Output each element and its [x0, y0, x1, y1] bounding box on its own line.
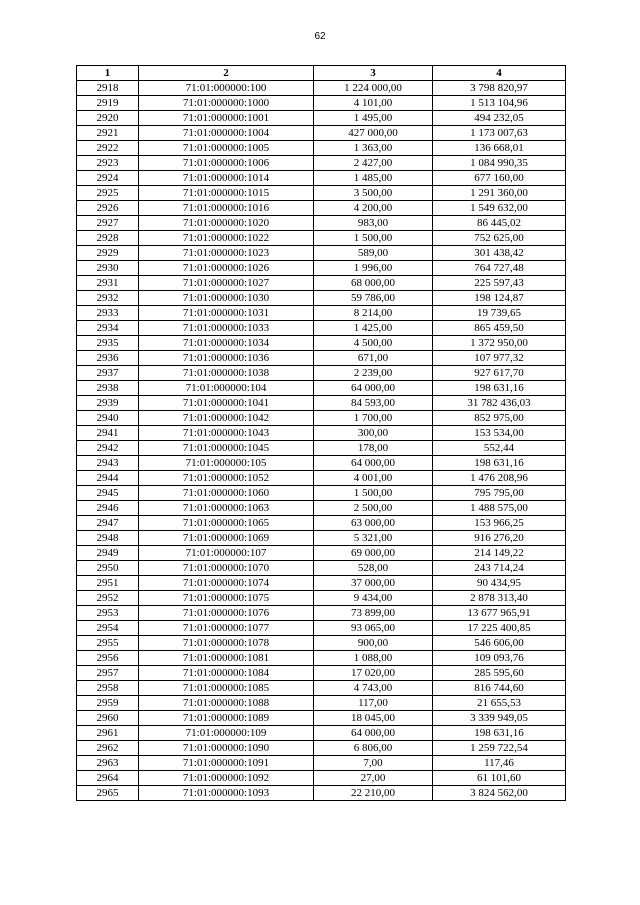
table-cell: 71:01:000000:1076	[139, 606, 314, 621]
table-cell: 37 000,00	[314, 576, 433, 591]
table-cell: 916 276,20	[433, 531, 566, 546]
table-cell: 2941	[77, 426, 139, 441]
table-cell: 2919	[77, 96, 139, 111]
table-cell: 494 232,05	[433, 111, 566, 126]
table-cell: 71:01:000000:1092	[139, 771, 314, 786]
table-row	[77, 711, 566, 726]
table-cell: 2952	[77, 591, 139, 606]
table-cell: 69 000,00	[314, 546, 433, 561]
column-header: 4	[433, 66, 566, 81]
table-cell: 71:01:000000:1022	[139, 231, 314, 246]
table-cell: 1 996,00	[314, 261, 433, 276]
table-row	[77, 471, 566, 486]
table-cell: 117,46	[433, 756, 566, 771]
table-cell: 1 425,00	[314, 321, 433, 336]
table-cell: 71:01:000000:1016	[139, 201, 314, 216]
table-cell: 19 739,65	[433, 306, 566, 321]
table-cell: 4 200,00	[314, 201, 433, 216]
table-cell: 71:01:000000:1005	[139, 141, 314, 156]
table-cell: 1 088,00	[314, 651, 433, 666]
table-cell: 3 824 562,00	[433, 786, 566, 801]
table-row	[77, 591, 566, 606]
table-cell: 983,00	[314, 216, 433, 231]
table-cell: 71:01:000000:105	[139, 456, 314, 471]
table-cell: 71:01:000000:1078	[139, 636, 314, 651]
table-cell: 1 485,00	[314, 171, 433, 186]
table-cell: 552,44	[433, 441, 566, 456]
table-row	[77, 486, 566, 501]
table-cell: 3 500,00	[314, 186, 433, 201]
table-row	[77, 561, 566, 576]
table-cell: 71:01:000000:1045	[139, 441, 314, 456]
table-cell: 2932	[77, 291, 139, 306]
table-cell: 1 291 360,00	[433, 186, 566, 201]
table-cell: 2954	[77, 621, 139, 636]
table-cell: 198 631,16	[433, 456, 566, 471]
table-cell: 816 744,60	[433, 681, 566, 696]
table-cell: 8 214,00	[314, 306, 433, 321]
table-cell: 1 224 000,00	[314, 81, 433, 96]
table-cell: 27,00	[314, 771, 433, 786]
table-cell: 90 434,95	[433, 576, 566, 591]
table-cell: 2 239,00	[314, 366, 433, 381]
table-cell: 1 488 575,00	[433, 501, 566, 516]
table-cell: 178,00	[314, 441, 433, 456]
table-cell: 4 001,00	[314, 471, 433, 486]
table-cell: 852 975,00	[433, 411, 566, 426]
table-cell: 71:01:000000:1034	[139, 336, 314, 351]
table-cell: 2958	[77, 681, 139, 696]
table-cell: 2923	[77, 156, 139, 171]
table-cell: 31 782 436,03	[433, 396, 566, 411]
table-body	[77, 81, 566, 801]
table-cell: 93 065,00	[314, 621, 433, 636]
table-cell: 1 495,00	[314, 111, 433, 126]
table-cell: 2956	[77, 651, 139, 666]
table-cell: 3 798 820,97	[433, 81, 566, 96]
table-cell: 13 677 965,91	[433, 606, 566, 621]
table-row	[77, 201, 566, 216]
table-cell: 71:01:000000:100	[139, 81, 314, 96]
table-cell: 84 593,00	[314, 396, 433, 411]
table-cell: 9 434,00	[314, 591, 433, 606]
table-row	[77, 501, 566, 516]
table-cell: 71:01:000000:1043	[139, 426, 314, 441]
table-row	[77, 576, 566, 591]
table-row	[77, 366, 566, 381]
table-cell: 2943	[77, 456, 139, 471]
table-cell: 2 427,00	[314, 156, 433, 171]
table-row	[77, 306, 566, 321]
table-cell: 71:01:000000:1077	[139, 621, 314, 636]
table-cell: 1 259 722,54	[433, 741, 566, 756]
table-cell: 2920	[77, 111, 139, 126]
table-cell: 2935	[77, 336, 139, 351]
table-cell: 2961	[77, 726, 139, 741]
table-cell: 4 500,00	[314, 336, 433, 351]
table-cell: 1 549 632,00	[433, 201, 566, 216]
table-row	[77, 636, 566, 651]
table-cell: 243 714,24	[433, 561, 566, 576]
table-cell: 2924	[77, 171, 139, 186]
table-row	[77, 96, 566, 111]
table-cell: 71:01:000000:1075	[139, 591, 314, 606]
table-cell: 71:01:000000:1074	[139, 576, 314, 591]
table-row	[77, 381, 566, 396]
table-cell: 4 101,00	[314, 96, 433, 111]
table-cell: 2962	[77, 741, 139, 756]
table-cell: 22 210,00	[314, 786, 433, 801]
table-cell: 71:01:000000:1041	[139, 396, 314, 411]
table-cell: 1 513 104,96	[433, 96, 566, 111]
table-cell: 73 899,00	[314, 606, 433, 621]
table-cell: 2929	[77, 246, 139, 261]
table-cell: 1 700,00	[314, 411, 433, 426]
table-cell: 71:01:000000:107	[139, 546, 314, 561]
table-cell: 2921	[77, 126, 139, 141]
table-cell: 71:01:000000:1088	[139, 696, 314, 711]
table-cell: 71:01:000000:1060	[139, 486, 314, 501]
table-cell: 86 445,02	[433, 216, 566, 231]
table-cell: 71:01:000000:1038	[139, 366, 314, 381]
table-row	[77, 231, 566, 246]
table-row	[77, 726, 566, 741]
table-row	[77, 681, 566, 696]
table-cell: 225 597,43	[433, 276, 566, 291]
table-row	[77, 441, 566, 456]
table-cell: 1 500,00	[314, 231, 433, 246]
table-cell: 2947	[77, 516, 139, 531]
table-cell: 2945	[77, 486, 139, 501]
table-cell: 71:01:000000:1070	[139, 561, 314, 576]
table-cell: 71:01:000000:1081	[139, 651, 314, 666]
table-cell: 2930	[77, 261, 139, 276]
table-cell: 2960	[77, 711, 139, 726]
table-row	[77, 756, 566, 771]
table-cell: 71:01:000000:1069	[139, 531, 314, 546]
table-cell: 2955	[77, 636, 139, 651]
table-cell: 71:01:000000:1042	[139, 411, 314, 426]
table-cell: 71:01:000000:1020	[139, 216, 314, 231]
table-row	[77, 411, 566, 426]
table-cell: 2936	[77, 351, 139, 366]
table-cell: 2931	[77, 276, 139, 291]
table-cell: 153 966,25	[433, 516, 566, 531]
table-row	[77, 156, 566, 171]
table-cell: 2953	[77, 606, 139, 621]
table-cell: 71:01:000000:1030	[139, 291, 314, 306]
table-cell: 71:01:000000:1000	[139, 96, 314, 111]
table-cell: 71:01:000000:1014	[139, 171, 314, 186]
table-cell: 71:01:000000:1031	[139, 306, 314, 321]
table-cell: 71:01:000000:1001	[139, 111, 314, 126]
table-cell: 2928	[77, 231, 139, 246]
table-cell: 752 625,00	[433, 231, 566, 246]
table-row	[77, 741, 566, 756]
table-cell: 64 000,00	[314, 381, 433, 396]
table-cell: 117,00	[314, 696, 433, 711]
table-row	[77, 216, 566, 231]
table-cell: 546 606,00	[433, 636, 566, 651]
table-cell: 2918	[77, 81, 139, 96]
table-cell: 2944	[77, 471, 139, 486]
table-cell: 528,00	[314, 561, 433, 576]
table-cell: 71:01:000000:1033	[139, 321, 314, 336]
table-cell: 2938	[77, 381, 139, 396]
table-cell: 2 878 313,40	[433, 591, 566, 606]
table-row	[77, 291, 566, 306]
table-cell: 4 743,00	[314, 681, 433, 696]
table-cell: 2922	[77, 141, 139, 156]
table-cell: 71:01:000000:1015	[139, 186, 314, 201]
table-cell: 71:01:000000:1065	[139, 516, 314, 531]
table-cell: 1 476 208,96	[433, 471, 566, 486]
table-header	[77, 66, 566, 81]
table-cell: 153 534,00	[433, 426, 566, 441]
table-cell: 677 160,00	[433, 171, 566, 186]
table-cell: 198 124,87	[433, 291, 566, 306]
table-cell: 68 000,00	[314, 276, 433, 291]
table-cell: 71:01:000000:1085	[139, 681, 314, 696]
table-row	[77, 276, 566, 291]
table-row	[77, 396, 566, 411]
table-cell: 927 617,70	[433, 366, 566, 381]
table-cell: 2934	[77, 321, 139, 336]
table-row	[77, 651, 566, 666]
table-cell: 427 000,00	[314, 126, 433, 141]
table-row	[77, 666, 566, 681]
table-row	[77, 546, 566, 561]
table-row	[77, 186, 566, 201]
table-cell: 2965	[77, 786, 139, 801]
table-cell: 285 595,60	[433, 666, 566, 681]
table-cell: 18 045,00	[314, 711, 433, 726]
table-cell: 1 363,00	[314, 141, 433, 156]
table-cell: 214 149,22	[433, 546, 566, 561]
table-cell: 2937	[77, 366, 139, 381]
table-cell: 3 339 949,05	[433, 711, 566, 726]
table-cell: 109 093,76	[433, 651, 566, 666]
table-cell: 71:01:000000:1023	[139, 246, 314, 261]
table-cell: 71:01:000000:1036	[139, 351, 314, 366]
table-cell: 671,00	[314, 351, 433, 366]
table-cell: 2933	[77, 306, 139, 321]
table-cell: 300,00	[314, 426, 433, 441]
table-cell: 2 500,00	[314, 501, 433, 516]
table-cell: 71:01:000000:109	[139, 726, 314, 741]
table-cell: 198 631,16	[433, 726, 566, 741]
table-cell: 2927	[77, 216, 139, 231]
table-cell: 1 084 990,35	[433, 156, 566, 171]
table-cell: 71:01:000000:1093	[139, 786, 314, 801]
table-row	[77, 426, 566, 441]
table-cell: 71:01:000000:1084	[139, 666, 314, 681]
table-cell: 6 806,00	[314, 741, 433, 756]
table-cell: 2949	[77, 546, 139, 561]
table-cell: 1 500,00	[314, 486, 433, 501]
table-row	[77, 606, 566, 621]
table-row	[77, 321, 566, 336]
table-cell: 21 655,53	[433, 696, 566, 711]
table-cell: 2926	[77, 201, 139, 216]
table-row	[77, 351, 566, 366]
data-table	[76, 65, 566, 801]
table-cell: 2959	[77, 696, 139, 711]
table-cell: 589,00	[314, 246, 433, 261]
table-cell: 2925	[77, 186, 139, 201]
table-cell: 71:01:000000:1090	[139, 741, 314, 756]
table-cell: 900,00	[314, 636, 433, 651]
table-cell: 17 225 400,85	[433, 621, 566, 636]
table-cell: 5 321,00	[314, 531, 433, 546]
table-cell: 136 668,01	[433, 141, 566, 156]
table-row	[77, 81, 566, 96]
table-cell: 71:01:000000:1026	[139, 261, 314, 276]
table-cell: 2940	[77, 411, 139, 426]
column-header: 3	[314, 66, 433, 81]
table-cell: 2963	[77, 756, 139, 771]
table-cell: 795 795,00	[433, 486, 566, 501]
header-row	[77, 66, 566, 81]
table-row	[77, 456, 566, 471]
table-cell: 198 631,16	[433, 381, 566, 396]
table-cell: 1 173 007,63	[433, 126, 566, 141]
table-cell: 71:01:000000:1052	[139, 471, 314, 486]
table-cell: 2951	[77, 576, 139, 591]
table-cell: 17 020,00	[314, 666, 433, 681]
table-row	[77, 246, 566, 261]
table-row	[77, 771, 566, 786]
column-header: 2	[139, 66, 314, 81]
table-row	[77, 516, 566, 531]
table-row	[77, 696, 566, 711]
table-row	[77, 111, 566, 126]
table-cell: 1 372 950,00	[433, 336, 566, 351]
table-cell: 71:01:000000:1004	[139, 126, 314, 141]
table-cell: 764 727,48	[433, 261, 566, 276]
table-cell: 64 000,00	[314, 456, 433, 471]
table-cell: 63 000,00	[314, 516, 433, 531]
table-row	[77, 786, 566, 801]
table-cell: 7,00	[314, 756, 433, 771]
table-cell: 865 459,50	[433, 321, 566, 336]
table-cell: 107 977,32	[433, 351, 566, 366]
table-cell: 71:01:000000:1063	[139, 501, 314, 516]
table-cell: 59 786,00	[314, 291, 433, 306]
table-row	[77, 531, 566, 546]
table-cell: 71:01:000000:1091	[139, 756, 314, 771]
table-cell: 2964	[77, 771, 139, 786]
table-cell: 2939	[77, 396, 139, 411]
table-row	[77, 141, 566, 156]
table-cell: 64 000,00	[314, 726, 433, 741]
table-cell: 71:01:000000:1006	[139, 156, 314, 171]
table-cell: 71:01:000000:1027	[139, 276, 314, 291]
table-row	[77, 261, 566, 276]
table-cell: 71:01:000000:1089	[139, 711, 314, 726]
table-row	[77, 621, 566, 636]
table-cell: 2942	[77, 441, 139, 456]
table-cell: 71:01:000000:104	[139, 381, 314, 396]
table-cell: 2948	[77, 531, 139, 546]
table-cell: 2946	[77, 501, 139, 516]
table-cell: 2957	[77, 666, 139, 681]
table-cell: 2950	[77, 561, 139, 576]
page-number: 62	[314, 31, 326, 42]
column-header: 1	[77, 66, 139, 81]
table-row	[77, 171, 566, 186]
table-row	[77, 126, 566, 141]
table-cell: 301 438,42	[433, 246, 566, 261]
table-cell: 61 101,60	[433, 771, 566, 786]
table-row	[77, 336, 566, 351]
